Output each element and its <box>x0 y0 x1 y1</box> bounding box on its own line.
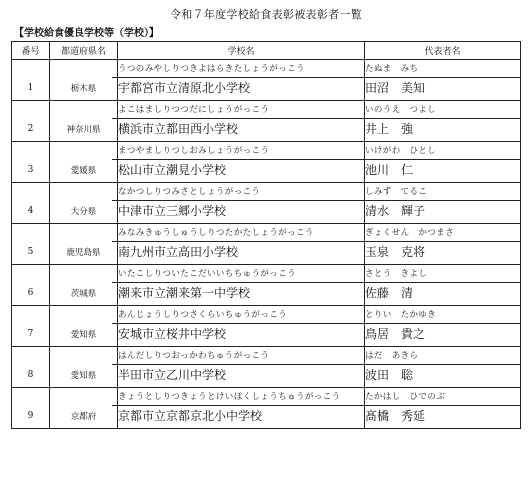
cell-divider <box>112 323 364 324</box>
row-prefecture: 京都府 <box>50 388 118 429</box>
representative-name-kana: とりい たかゆき <box>365 310 437 320</box>
representative-name: 清水 輝子 <box>365 204 426 218</box>
row-prefecture: 茨城県 <box>50 265 118 306</box>
row-school <box>118 388 365 429</box>
school-name-kana: まつやましりつしおみしょうがっこう <box>118 146 270 156</box>
school-name-kana: よこはましりつつだにしょうがっこう <box>118 105 270 115</box>
cell-divider <box>112 77 364 78</box>
table-row <box>12 388 521 429</box>
row-representative <box>365 347 521 388</box>
document-title: 令和７年度学校給食表彰被表彰者一覧 <box>169 8 363 21</box>
table-row <box>12 183 521 224</box>
row-prefecture: 栃木県 <box>50 60 118 101</box>
school-name: 京都市立京都京北小中学校 <box>118 409 263 423</box>
cell-divider <box>112 405 364 406</box>
school-name: 潮来市立潮来第一中学校 <box>118 286 251 300</box>
row-representative <box>365 142 521 183</box>
representative-name: 玉泉 克将 <box>365 245 426 259</box>
table-row <box>12 347 521 388</box>
school-name-kana: あんじょうしりつさくらいちゅうがっこう <box>118 310 288 320</box>
header-prefecture: 都道府県名 <box>50 42 118 60</box>
row-school <box>118 60 365 101</box>
header-number: 番号 <box>12 42 50 60</box>
row-prefecture: 愛媛県 <box>50 142 118 183</box>
row-representative <box>365 101 521 142</box>
row-number: 1 <box>12 60 50 101</box>
table-row <box>12 265 521 306</box>
representative-name-kana: いけがわ ひとし <box>365 146 437 156</box>
cell-divider <box>112 118 364 119</box>
school-name: 南九州市立高田小学校 <box>118 245 239 259</box>
row-number: 7 <box>12 306 50 347</box>
row-representative <box>365 388 521 429</box>
representative-name: 井上 強 <box>365 122 414 136</box>
cell-divider <box>112 364 364 365</box>
school-name-kana: いたこしりついたこだいいちちゅうがっこう <box>118 269 297 279</box>
header-representative: 代表者名 <box>365 42 521 60</box>
awards-table <box>11 41 521 429</box>
cell-divider <box>112 282 364 283</box>
row-number: 3 <box>12 142 50 183</box>
school-name: 横浜市立都田西小学校 <box>118 122 239 136</box>
header-school: 学校名 <box>118 42 365 60</box>
representative-name: 波田 聡 <box>365 368 414 382</box>
representative-name: 田沼 美知 <box>365 81 426 95</box>
cell-divider <box>359 159 520 160</box>
representative-name: 髙橋 秀延 <box>365 409 426 423</box>
representative-name-kana: たぬま みち <box>365 64 419 74</box>
table-row <box>12 101 521 142</box>
row-number: 8 <box>12 347 50 388</box>
cell-divider <box>359 405 520 406</box>
table-row <box>12 142 521 183</box>
row-number: 2 <box>12 101 50 142</box>
row-prefecture: 愛知県 <box>50 347 118 388</box>
representative-name-kana: はだ あきら <box>365 351 419 361</box>
row-representative <box>365 306 521 347</box>
row-school <box>118 306 365 347</box>
cell-divider <box>359 282 520 283</box>
row-school <box>118 224 365 265</box>
row-school <box>118 265 365 306</box>
cell-divider <box>359 77 520 78</box>
row-number: 4 <box>12 183 50 224</box>
school-name-kana: はんだしりつおっかわちゅうがっこう <box>118 351 270 361</box>
school-name-kana: きょうとしりつきょうとけいほくしょうちゅうがっこう <box>118 392 341 402</box>
row-representative <box>365 183 521 224</box>
row-number: 9 <box>12 388 50 429</box>
school-name-kana: うつのみやしりつきよはらきたしょうがっこう <box>118 64 305 74</box>
cell-divider <box>112 200 364 201</box>
row-number: 5 <box>12 224 50 265</box>
row-representative <box>365 265 521 306</box>
cell-divider <box>359 118 520 119</box>
table-row <box>12 60 521 101</box>
representative-name-kana: たかはし ひでのぶ <box>365 392 446 402</box>
row-prefecture: 大分県 <box>50 183 118 224</box>
school-name: 松山市立潮見小学校 <box>118 163 227 177</box>
school-name: 安城市立桜井中学校 <box>118 327 227 341</box>
representative-name: 池川 仁 <box>365 163 414 177</box>
row-school <box>118 183 365 224</box>
row-representative <box>365 224 521 265</box>
cell-divider <box>359 241 520 242</box>
representative-name: 佐藤 清 <box>365 286 414 300</box>
row-representative <box>365 60 521 101</box>
representative-name-kana: ぎょくせん かつまさ <box>365 228 455 238</box>
school-name: 半田市立乙川中学校 <box>118 368 227 382</box>
school-name: 中津市立三郷小学校 <box>118 204 227 218</box>
table-header-row <box>12 42 521 60</box>
school-name: 宇都宮市立清原北小学校 <box>118 81 251 95</box>
row-prefecture: 神奈川県 <box>50 101 118 142</box>
row-school <box>118 347 365 388</box>
representative-name: 鳥居 貴之 <box>365 327 426 341</box>
row-school <box>118 101 365 142</box>
cell-divider <box>359 200 520 201</box>
category-heading: 【学校給食優良学校等（学校）】 <box>14 28 159 39</box>
table-row <box>12 224 521 265</box>
table-row <box>12 306 521 347</box>
representative-name-kana: しみず てるこ <box>365 187 428 197</box>
row-prefecture: 鹿児島県 <box>50 224 118 265</box>
cell-divider <box>359 323 520 324</box>
cell-divider <box>112 159 364 160</box>
table-body <box>12 60 521 429</box>
cell-divider <box>112 241 364 242</box>
representative-name-kana: さとう きよし <box>365 269 428 279</box>
school-name-kana: みなみきゅうしゅうしりつたかたしょうがっこう <box>118 228 314 238</box>
row-prefecture: 愛知県 <box>50 306 118 347</box>
row-school <box>118 142 365 183</box>
school-name-kana: なかつしりつみさとしょうがっこう <box>118 187 261 197</box>
cell-divider <box>359 364 520 365</box>
representative-name-kana: いのうえ つよし <box>365 105 437 115</box>
row-number: 6 <box>12 265 50 306</box>
